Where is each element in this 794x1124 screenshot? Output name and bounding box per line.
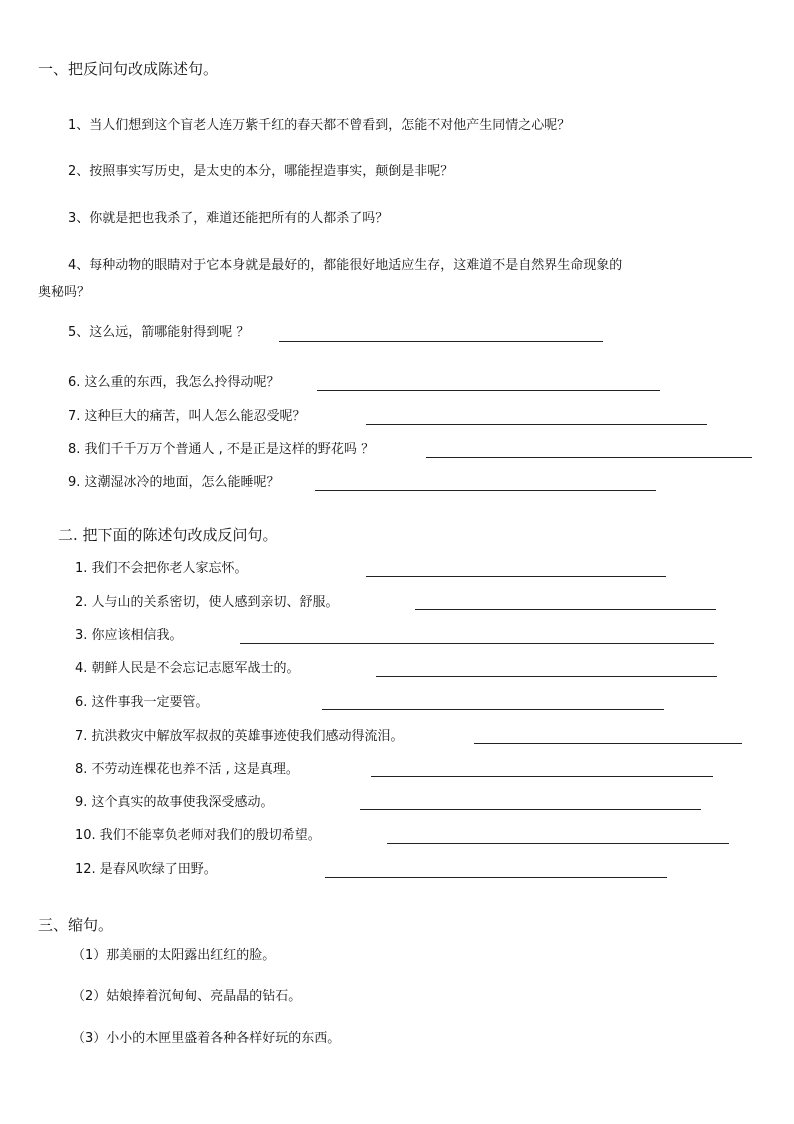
question-item: （2）姑娘捧着沉甸甸、亮晶晶的钻石。 (72, 989, 302, 1004)
answer-line[interactable] (371, 776, 713, 777)
answer-line[interactable] (240, 643, 714, 644)
answer-line[interactable] (360, 809, 701, 810)
section-1-heading: 一、把反问句改成陈述句。 (38, 60, 219, 78)
question-item: 9. 这潮湿冰冷的地面，怎么能睡呢？ (68, 475, 280, 490)
question-item: 6. 这么重的东西，我怎么拎得动呢？ (68, 375, 280, 390)
question-item: 3. 你应该相信我。 (75, 628, 183, 643)
answer-line[interactable] (474, 743, 742, 744)
section-2-heading: 二. 把下面的陈述句改成反问句。 (58, 526, 278, 544)
question-item: 6. 这件事我一定要管。 (75, 695, 209, 710)
question-item: （1）那美丽的太阳露出红红的脸。 (72, 948, 276, 963)
section-3-heading: 三、缩句。 (38, 916, 114, 934)
question-item: 8. 不劳动连棵花也养不活 , 这是真理。 (75, 762, 299, 777)
answer-line[interactable] (317, 390, 660, 391)
question-item: 1、当人们想到这个盲老人连万紫千红的春天都不曾看到，怎能不对他产生同情之心呢？ (68, 118, 571, 133)
answer-line[interactable] (366, 424, 707, 425)
answer-line[interactable] (325, 877, 667, 878)
answer-line[interactable] (426, 457, 752, 458)
question-item: 8. 我们千千万万个普通人 , 不是正是这样的野花吗 ？ (68, 442, 375, 457)
question-item: 5、这么远，箭哪能射得到呢 ？ (68, 325, 250, 340)
question-item: 7. 这种巨大的痛苦，叫人怎么能忍受呢？ (68, 409, 306, 424)
question-item: 4. 朝鲜人民是不会忘记志愿军战士的。 (75, 661, 300, 676)
question-item: （3）小小的木匣里盛着各种各样好玩的东西。 (72, 1031, 341, 1046)
question-item: 10. 我们不能辜负老师对我们的殷切希望。 (75, 828, 321, 843)
question-item: 12. 是春风吹绿了田野。 (75, 862, 217, 877)
question-item: 7. 抗洪救灾中解放军叔叔的英雄事迹使我们感动得流泪。 (75, 729, 404, 744)
question-item: 4、每种动物的眼睛对于它本身就是最好的，都能很好地适应生存，这难道不是自然界生命现象的 (68, 258, 623, 273)
answer-line[interactable] (315, 490, 656, 491)
question-item: 2、按照事实写历史，是太史的本分，哪能捏造事实，颠倒是非呢？ (68, 164, 454, 179)
answer-line[interactable] (376, 676, 717, 677)
answer-line[interactable] (387, 843, 729, 844)
question-item: 2. 人与山的关系密切，使人感到亲切、舒服。 (75, 595, 339, 610)
question-item: 3、你就是把也我杀了，难道还能把所有的人都杀了吗？ (68, 211, 389, 226)
question-item: 1. 我们不会把你老人家忘怀。 (75, 561, 248, 576)
answer-line[interactable] (366, 576, 666, 577)
answer-line[interactable] (415, 609, 716, 610)
answer-line[interactable] (322, 709, 664, 710)
answer-line[interactable] (279, 341, 603, 342)
question-item: 9. 这个真实的故事使我深受感动。 (75, 795, 274, 810)
question-item-continued: 奥秘吗？ (38, 285, 91, 300)
